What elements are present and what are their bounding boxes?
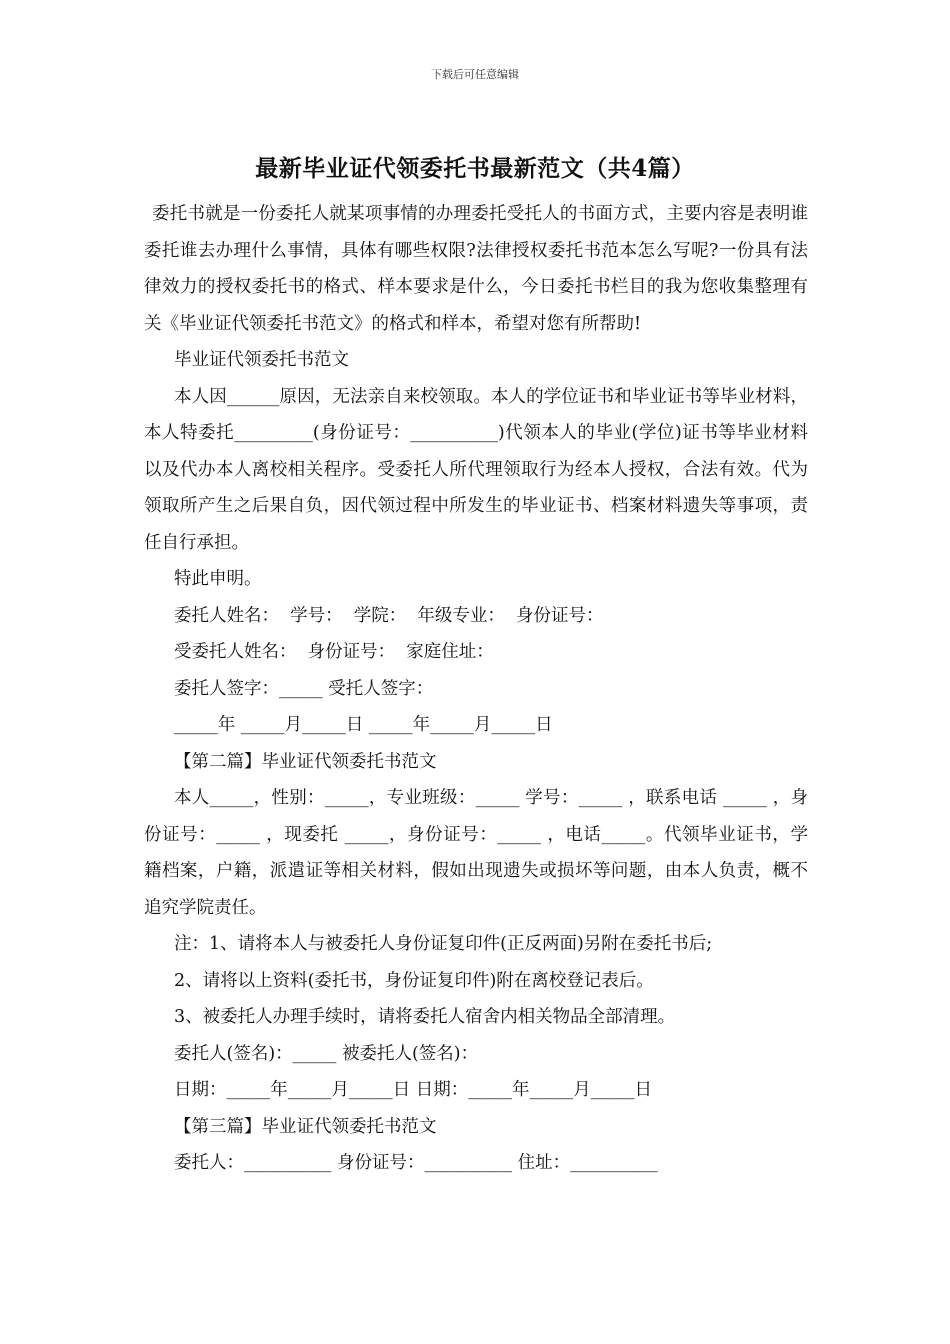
section2-note-1: 注：1、请将本人与被委托人身份证复印件(正反两面)另附在委托书后; bbox=[174, 934, 713, 954]
section2-dates: 日期：_____年_____月_____日 日期：_____年_____月_____日 bbox=[174, 1080, 653, 1100]
section2-note-2: 2、请将以上资料(委托书，身份证复印件)附在离校登记表后。 bbox=[174, 970, 654, 991]
section1-dates: _____年 _____月_____日 _____年_____月_____日 bbox=[174, 715, 553, 735]
section1-agent-info: 受委托人姓名： 身份证号： 家庭住址： bbox=[174, 642, 494, 662]
document-title: 最新毕业证代领委托书最新范文（共4篇） bbox=[255, 155, 695, 182]
section1-signatures: 委托人签字：_____ 受托人签字： bbox=[174, 678, 434, 699]
section1-paragraph: 本人因______原因，无法亲自来校领取。本人的学位证书和毕业证书等毕业材料，本人特委托_________(身份证号：__________)代领本人的毕业(学位)证书等毕业材料以及代办本人离校相关程序。受委托人所代理领取行为经本人授权，合法有效。代为领取所产生之后果自负，因代领过程中所发生的毕业证书、档案材料遗失等事项，责任自行承担。 bbox=[144, 386, 808, 553]
header-note: 下载后可任意编辑 bbox=[431, 68, 519, 81]
section3-heading: 【第三篇】毕业证代领委托书范文 bbox=[174, 1116, 437, 1137]
section1-principal-info: 委托人姓名： 学号： 学院： 年级专业： 身份证号： bbox=[174, 605, 604, 626]
section1-heading: 毕业证代领委托书范文 bbox=[174, 350, 349, 370]
section2-heading: 【第二篇】毕业证代领委托书范文 bbox=[174, 751, 437, 772]
section1-declaration: 特此申明。 bbox=[174, 569, 262, 589]
section2-signatures: 委托人(签名)：_____ 被委托人(签名)： bbox=[174, 1043, 479, 1064]
intro-paragraph: 委托书就是一份委托人就某项事情的办理委托受托人的书面方式，主要内容是表明谁委托谁去办理什么事情，具体有哪些权限?法律授权委托书范本怎么写呢?一份具有法律效力的授权委托书的格式、样本要求是什么，今日委托书栏目的我为您收集整理有关《毕业证代领委托书范文》的格式和样本，希望对您有所帮助! bbox=[144, 204, 808, 334]
section2-paragraph: 本人_____，性别：_____，专业班级：_____ 学号：_____ ，联系电话 _____ ，身份证号：_____ ，现委托 _____，身份证号：_____ ，电话_____。代领毕业证书，学籍档案，户籍，派遣证等相关材料，假如出现遗失或损坏等问题，由本人负责，概不追究学院责任。 bbox=[144, 788, 808, 918]
section2-note-3: 3、被委托人办理手续时，请将委托人宿舍内相关物品全部清理。 bbox=[174, 1007, 676, 1027]
section3-principal-line: 委托人：__________ 身份证号：__________ 住址：__________ bbox=[174, 1153, 658, 1173]
document-body bbox=[144, 196, 808, 1182]
